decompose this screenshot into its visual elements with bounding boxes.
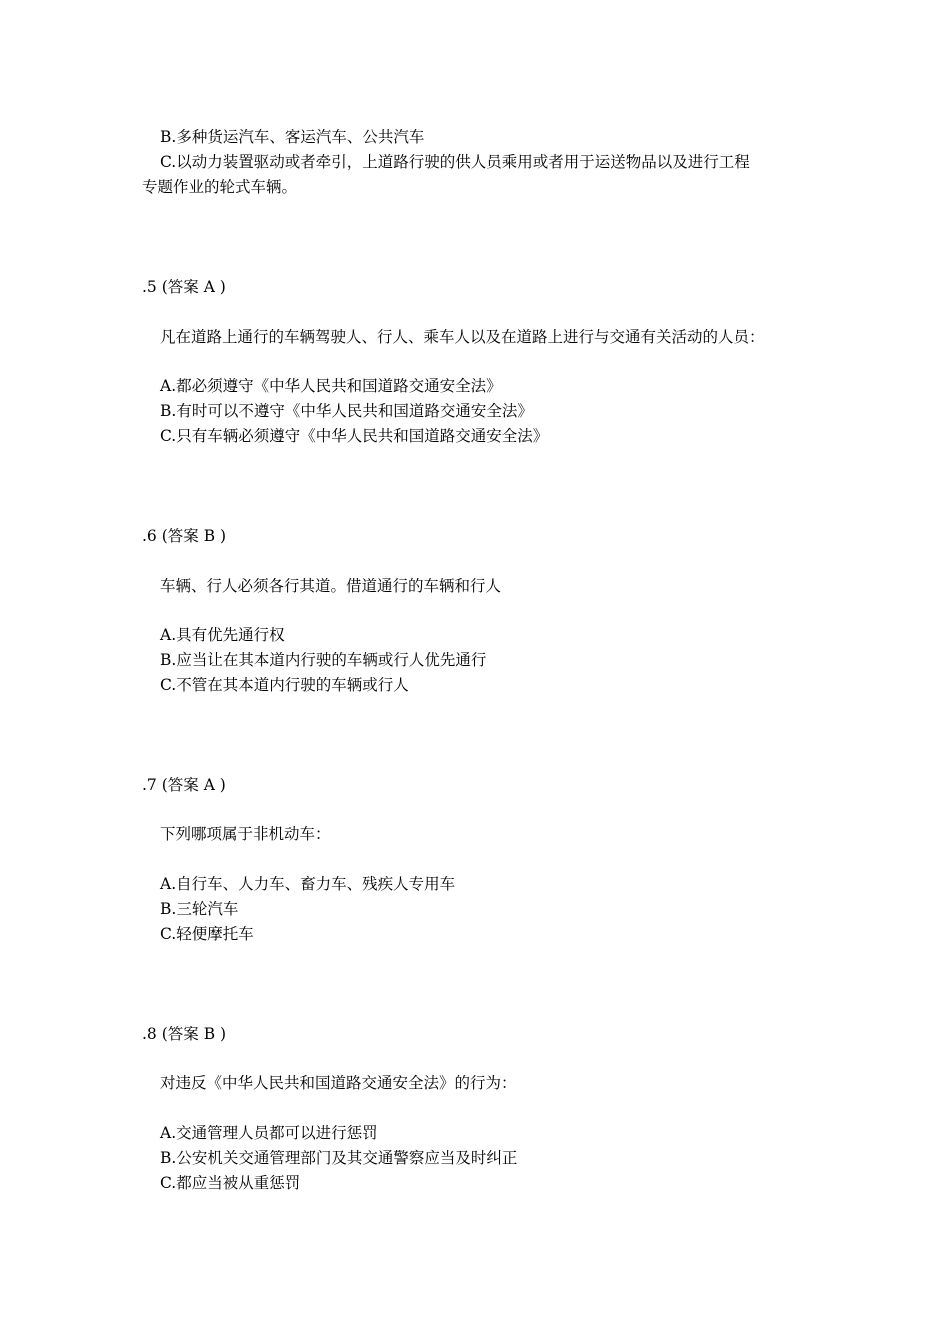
question-6-option-b: B.应当让在其本道内行驶的车辆或行人优先通行 [160,651,487,669]
question-5-text: 凡在道路上通行的车辆驾驶人、行人、乘车人以及在道路上进行与交通有关活动的人员： [160,328,765,346]
question-5-option-b: B.有时可以不遵守《中华人民共和国道路交通安全法》 [160,402,533,420]
question-7-text: 下列哪项属于非机动车： [160,825,331,843]
question-6-header: .6 (答案 B ) [142,527,227,545]
carryover-option-c: C.以动力装置驱动或者牵引，上道路行驶的供人员乘用或者用于运送物品以及进行工程 [160,153,750,171]
question-7-option-a: A.自行车、人力车、畜力车、残疾人专用车 [160,875,456,893]
question-5-header: .5 (答案 A ) [142,278,226,296]
question-5-option-a: A.都必须遵守《中华人民共和国道路交通安全法》 [160,377,502,395]
question-8-option-a: A.交通管理人员都可以进行惩罚 [160,1124,378,1142]
carryover-option-c-continued: 专题作业的轮式车辆。 [142,178,298,196]
question-8-header: .8 (答案 B ) [142,1025,227,1043]
question-5-option-c: C.只有车辆必须遵守《中华人民共和国道路交通安全法》 [160,427,549,445]
question-8-option-c: C.都应当被从重惩罚 [160,1174,301,1192]
question-6-option-c: C.不管在其本道内行驶的车辆或行人 [160,676,409,694]
question-7-option-c: C.轻便摩托车 [160,925,254,943]
question-6-option-a: A.具有优先通行权 [160,626,285,644]
question-6-text: 车辆、行人必须各行其道。借道通行的车辆和行人 [160,577,502,595]
question-8-option-b: B.公安机关交通管理部门及其交通警察应当及时纠正 [160,1149,518,1167]
question-7-option-b: B.三轮汽车 [160,900,239,918]
carryover-option-b: B.多种货运汽车、客运汽车、公共汽车 [160,128,425,146]
question-7-header: .7 (答案 A ) [142,776,226,794]
question-8-text: 对违反《中华人民共和国道路交通安全法》的行为： [160,1074,517,1092]
